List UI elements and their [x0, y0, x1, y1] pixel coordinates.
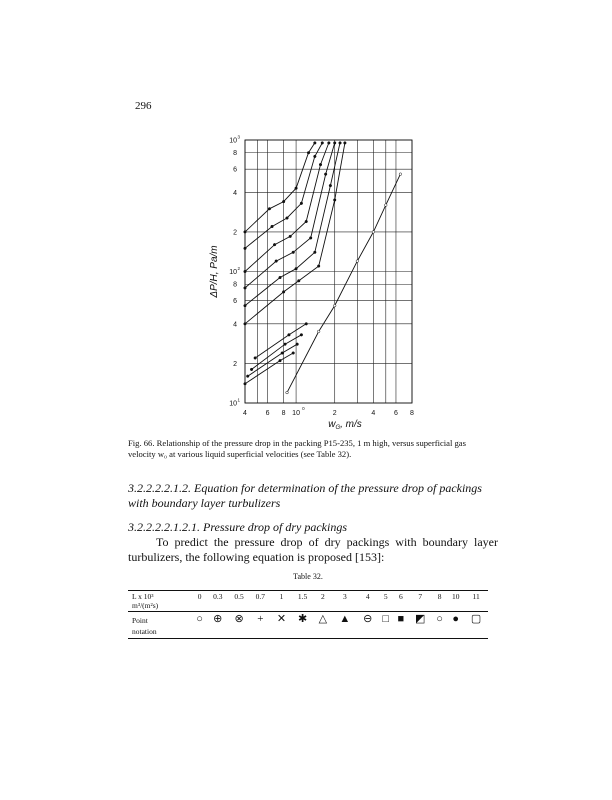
series-line-dry: [287, 174, 400, 393]
marker-symbol-cell: ⊗: [234, 613, 244, 625]
table-cell: 8: [432, 591, 447, 612]
data-point: [250, 368, 253, 371]
x-tick-label: 8: [281, 410, 286, 417]
marker-symbol-cell: ■: [397, 613, 405, 625]
data-point: [271, 225, 274, 228]
marker-symbol-cell: ⊖: [363, 613, 373, 625]
data-point: [324, 173, 327, 176]
data-point: [281, 352, 284, 355]
row1-label-line2: m³/(m²s): [132, 601, 159, 610]
series-line-L4: [245, 143, 345, 324]
table-cell: 2: [313, 591, 332, 612]
body-paragraph: To predict the pressure drop of dry packings with boundary layer turbulizers, the following equation is proposed [153]:: [128, 535, 498, 564]
subsection-heading: 3.2.2.2.2.1.2.1. Pressure drop of dry packings: [128, 520, 347, 534]
data-point: [244, 270, 247, 273]
marker-symbol-cell: ⊕: [213, 613, 223, 625]
data-point: [305, 323, 308, 326]
row1-label: [128, 591, 192, 612]
data-point: [333, 304, 336, 307]
data-point: [399, 173, 402, 176]
table-cell: 4: [357, 591, 378, 612]
liquid-velocity-table: [128, 590, 488, 639]
section-heading: 3.2.2.2.2.1.2. Equation for determination of the pressure drop of packings with boundary layer turbulizers: [128, 481, 482, 510]
x-tick-label: 10: [292, 410, 300, 417]
data-point: [333, 142, 336, 145]
table-cell: 7: [408, 591, 432, 612]
table-cell: 1: [271, 591, 292, 612]
series-line-L9: [245, 143, 315, 232]
page-number: 296: [135, 100, 152, 112]
marker-symbol-cell: ◩: [415, 613, 426, 625]
data-point: [317, 265, 320, 268]
table-row-liquid-velocity: [128, 591, 488, 612]
data-point: [319, 163, 322, 166]
data-point: [296, 343, 299, 346]
marker-symbol-cell: □: [382, 613, 390, 625]
data-point: [288, 334, 291, 337]
data-point: [300, 202, 303, 205]
x-axis-label-unit: , m/s: [340, 419, 362, 430]
data-point: [273, 243, 276, 246]
data-point: [268, 207, 271, 210]
marker-symbol-cell: ▢: [470, 613, 482, 625]
data-point: [279, 276, 282, 279]
data-point: [372, 231, 375, 234]
data-point: [292, 352, 295, 355]
data-point: [282, 200, 285, 203]
row2-label: [128, 612, 192, 639]
table-row-point-notation: [128, 612, 488, 639]
data-point: [295, 187, 298, 190]
x-axis-label-main: w: [328, 419, 336, 430]
table-cell: 1.5: [292, 591, 313, 612]
y-tick-label: 8: [233, 150, 237, 158]
y-tick-exponent: 1: [237, 397, 241, 403]
row2-label-line2: notation: [132, 627, 157, 636]
marker-symbol-cell: ▲: [339, 613, 351, 625]
data-point: [244, 247, 247, 250]
marker-symbol-cell: △: [318, 613, 328, 625]
figure-caption: Fig. 66. Relationship of the pressure drop in the packing P15-235, 1 m high, versus superficial gas velocity w₀ at various liquid superficial velocities (see Table 32).: [128, 438, 466, 459]
y-tick-label: 10: [229, 400, 237, 408]
y-tick-label: 10: [229, 269, 237, 276]
table-cell: 0: [192, 591, 207, 612]
y-tick-label: 10: [229, 137, 237, 145]
data-point: [295, 267, 298, 270]
y-tick-label: 2: [233, 360, 237, 368]
data-point: [246, 375, 249, 378]
data-point: [244, 323, 247, 326]
data-point: [300, 334, 303, 337]
x-axis-label-sub: G: [335, 425, 341, 431]
marker-symbol-cell: ✱: [297, 613, 308, 625]
table-cell: 11: [464, 591, 488, 612]
data-point: [307, 151, 310, 154]
data-point: [321, 142, 324, 145]
row2-label-line1: Point: [132, 616, 148, 625]
data-point: [328, 142, 331, 145]
y-tick-label: 2: [233, 229, 237, 237]
x-axis-label: [328, 419, 362, 431]
data-point: [254, 357, 257, 360]
table-cell: 0.3: [207, 591, 228, 612]
data-point: [244, 287, 247, 290]
data-point: [356, 260, 359, 263]
data-point: [314, 251, 317, 254]
x-tick-label: 4: [243, 410, 247, 417]
x-tick-label: 2: [332, 410, 337, 417]
data-point: [282, 291, 285, 294]
series-line-L5: [245, 143, 340, 306]
table-cell: 5: [378, 591, 393, 612]
data-point: [289, 235, 292, 238]
data-point: [309, 237, 312, 240]
data-point: [286, 391, 289, 394]
table-cell: 10: [447, 591, 464, 612]
table-cell: 6: [393, 591, 408, 612]
data-point: [244, 304, 247, 307]
y-tick-exponent: 2: [237, 266, 241, 271]
y-tick-exponent: 3: [237, 134, 241, 140]
x-tick-label: 8: [410, 410, 414, 417]
table-title: Table 32.: [293, 572, 323, 581]
data-point: [305, 220, 308, 223]
y-tick-label: 6: [233, 166, 237, 174]
data-point: [333, 199, 336, 202]
data-point: [286, 217, 289, 220]
row1-label-line1: L x 10³: [132, 592, 154, 601]
x-tick-label: 6: [265, 410, 270, 417]
marker-symbol-cell: ○: [436, 613, 443, 625]
data-point: [284, 343, 287, 346]
data-point: [244, 382, 247, 385]
data-point: [329, 184, 332, 187]
pressure-drop-chart: [195, 125, 435, 431]
data-point: [292, 251, 295, 254]
y-tick-label: 4: [233, 189, 237, 197]
marker-symbol-cell: ✕: [276, 613, 287, 625]
data-point: [279, 359, 282, 362]
data-point: [314, 142, 317, 145]
data-point: [244, 231, 247, 234]
marker-symbol-cell: +: [257, 613, 264, 625]
x-tick-label: 6: [394, 410, 398, 417]
x-tick-exponent: 0: [302, 406, 305, 411]
y-tick-label: 4: [233, 321, 237, 329]
data-point: [344, 142, 347, 145]
table-cell: 0.7: [250, 591, 271, 612]
marker-symbol-cell: ●: [452, 613, 460, 625]
data-point: [275, 260, 278, 263]
series-line-L1: [248, 344, 298, 376]
data-point: [384, 204, 387, 207]
data-point: [317, 330, 320, 333]
x-tick-label: 4: [371, 410, 376, 417]
y-tick-label: 8: [233, 281, 237, 289]
table-cell: 0.5: [228, 591, 249, 612]
data-point: [297, 279, 300, 282]
table-cell: 3: [332, 591, 357, 612]
y-axis-label: ΔP/H, Pa/m: [209, 245, 220, 298]
data-point: [339, 142, 342, 145]
data-point: [314, 155, 317, 158]
marker-symbol-cell: ○: [196, 613, 203, 625]
y-tick-label: 6: [233, 298, 237, 306]
